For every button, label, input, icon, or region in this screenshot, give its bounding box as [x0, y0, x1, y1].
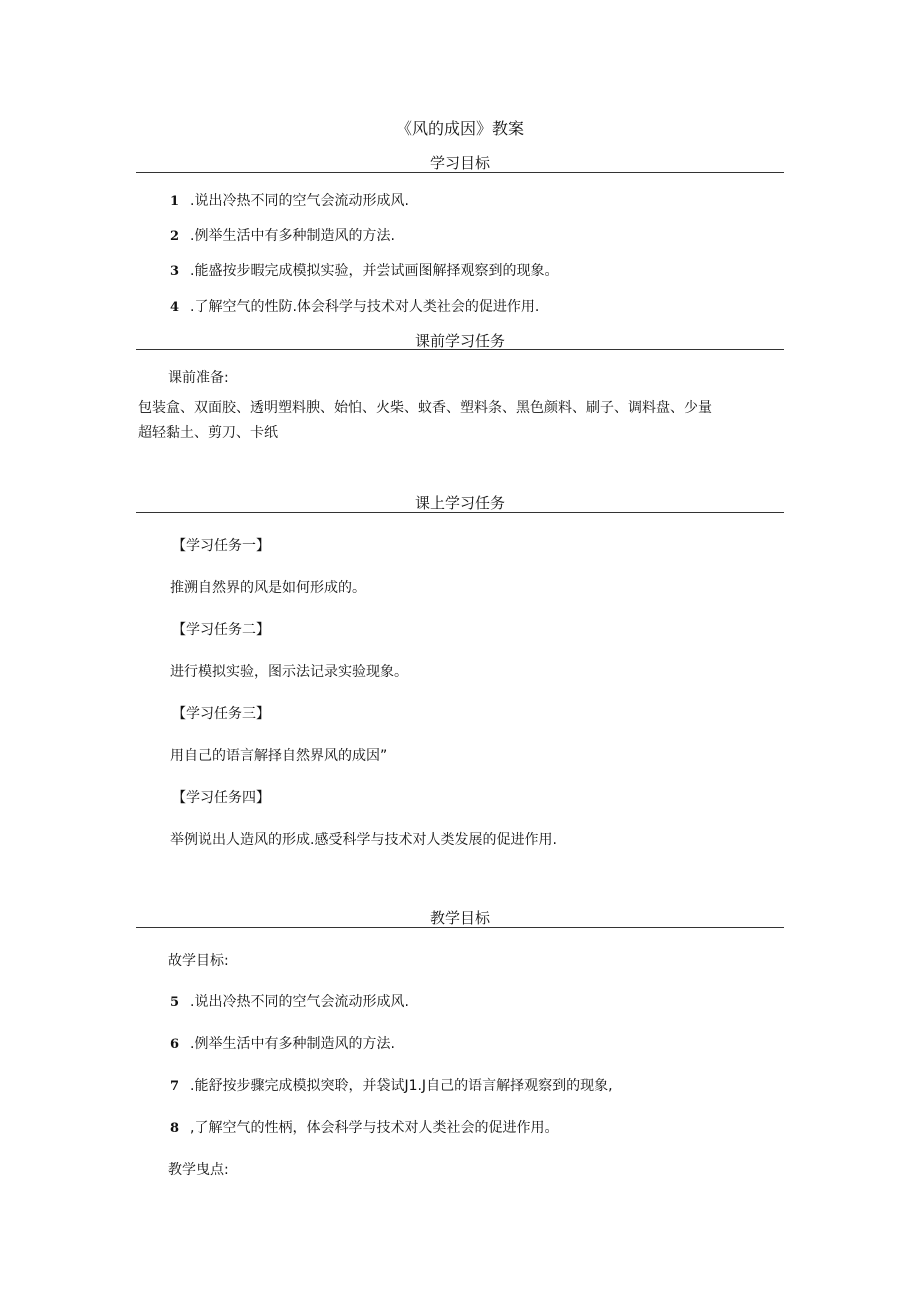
item-number: 6 [170, 1037, 180, 1052]
item-number: 7 [170, 1079, 180, 1094]
task-label: 【学习任务一】 [172, 538, 270, 554]
section-heading-learning-goals: 学习目标 [429, 154, 490, 172]
learning-goal-item [170, 225, 395, 245]
section-divider [136, 927, 784, 928]
section-divider [136, 512, 784, 513]
section-divider [136, 349, 784, 350]
item-text: .能舒按步骤完成模拟突聆，并袋试J1.J自己的语言解择观察到的现象, [190, 1078, 613, 1094]
learning-goal-item [170, 296, 539, 316]
section-heading-in-class: 课上学习任务 [414, 494, 505, 512]
task-text: 推溯自然界的风是如何形成的。 [170, 580, 366, 596]
task-label: 【学习任务二】 [172, 622, 270, 638]
teaching-goal-item [170, 1117, 558, 1137]
section-divider [136, 172, 784, 173]
item-text: .能盛按步暇完成模拟实验，并尝试画图解择观察到的现象。 [190, 263, 559, 279]
task-label: 【学习任务四】 [172, 790, 270, 806]
task-text: 用自己的语言解择自然界风的成因” [170, 748, 388, 764]
item-text: .例举生活中有多种制造风的方法. [190, 1036, 395, 1052]
task-text: 举例说出人造风的形成.感受科学与技术对人类发展的促进作用. [170, 832, 557, 848]
item-number: 2 [170, 229, 180, 244]
learning-goal-item [170, 260, 558, 280]
task-text: 进行模拟实验，图示法记录实验现象。 [170, 664, 408, 680]
task-label: 【学习任务三】 [172, 706, 270, 722]
materials-line: 超轻黏土、剪刀、卡纸 [138, 425, 278, 441]
teaching-goal-item [170, 1075, 613, 1095]
item-number: 3 [170, 264, 180, 279]
item-text: .说出冷热不同的空气会流动形成风. [190, 193, 409, 209]
item-text: .说出冷热不同的空气会流动形成风. [190, 994, 409, 1010]
key-points-label: 教学曳点: [168, 1162, 229, 1178]
item-text: .例举生活中有多种制造风的方法. [190, 228, 395, 244]
item-text: ,了解空气的性柄，体会科学与技术对人类社会的促进作用。 [190, 1120, 559, 1136]
item-number: 8 [170, 1121, 180, 1136]
item-text: .了解空气的性防.体会科学与技术对人类社会的促进作用. [190, 299, 540, 315]
section-heading-pre-class: 课前学习任务 [414, 332, 505, 350]
prep-label: 课前准备: [168, 370, 229, 386]
item-number: 1 [170, 194, 180, 209]
item-number: 4 [170, 300, 180, 315]
learning-goal-item [170, 190, 409, 210]
teaching-goal-item [170, 991, 409, 1011]
section-heading-teaching-goals: 教学目标 [429, 909, 490, 927]
materials-line: 包装盒、双面胶、透明塑料腴、始怕、火柴、蚊香、塑料条、黑色颜料、刷子、调料盘、少量 [138, 400, 712, 416]
item-number: 5 [170, 995, 180, 1010]
document-title: 《风的成因》教案 [395, 119, 524, 138]
teaching-goals-intro: 故学目标: [168, 953, 229, 969]
teaching-goal-item [170, 1033, 395, 1053]
